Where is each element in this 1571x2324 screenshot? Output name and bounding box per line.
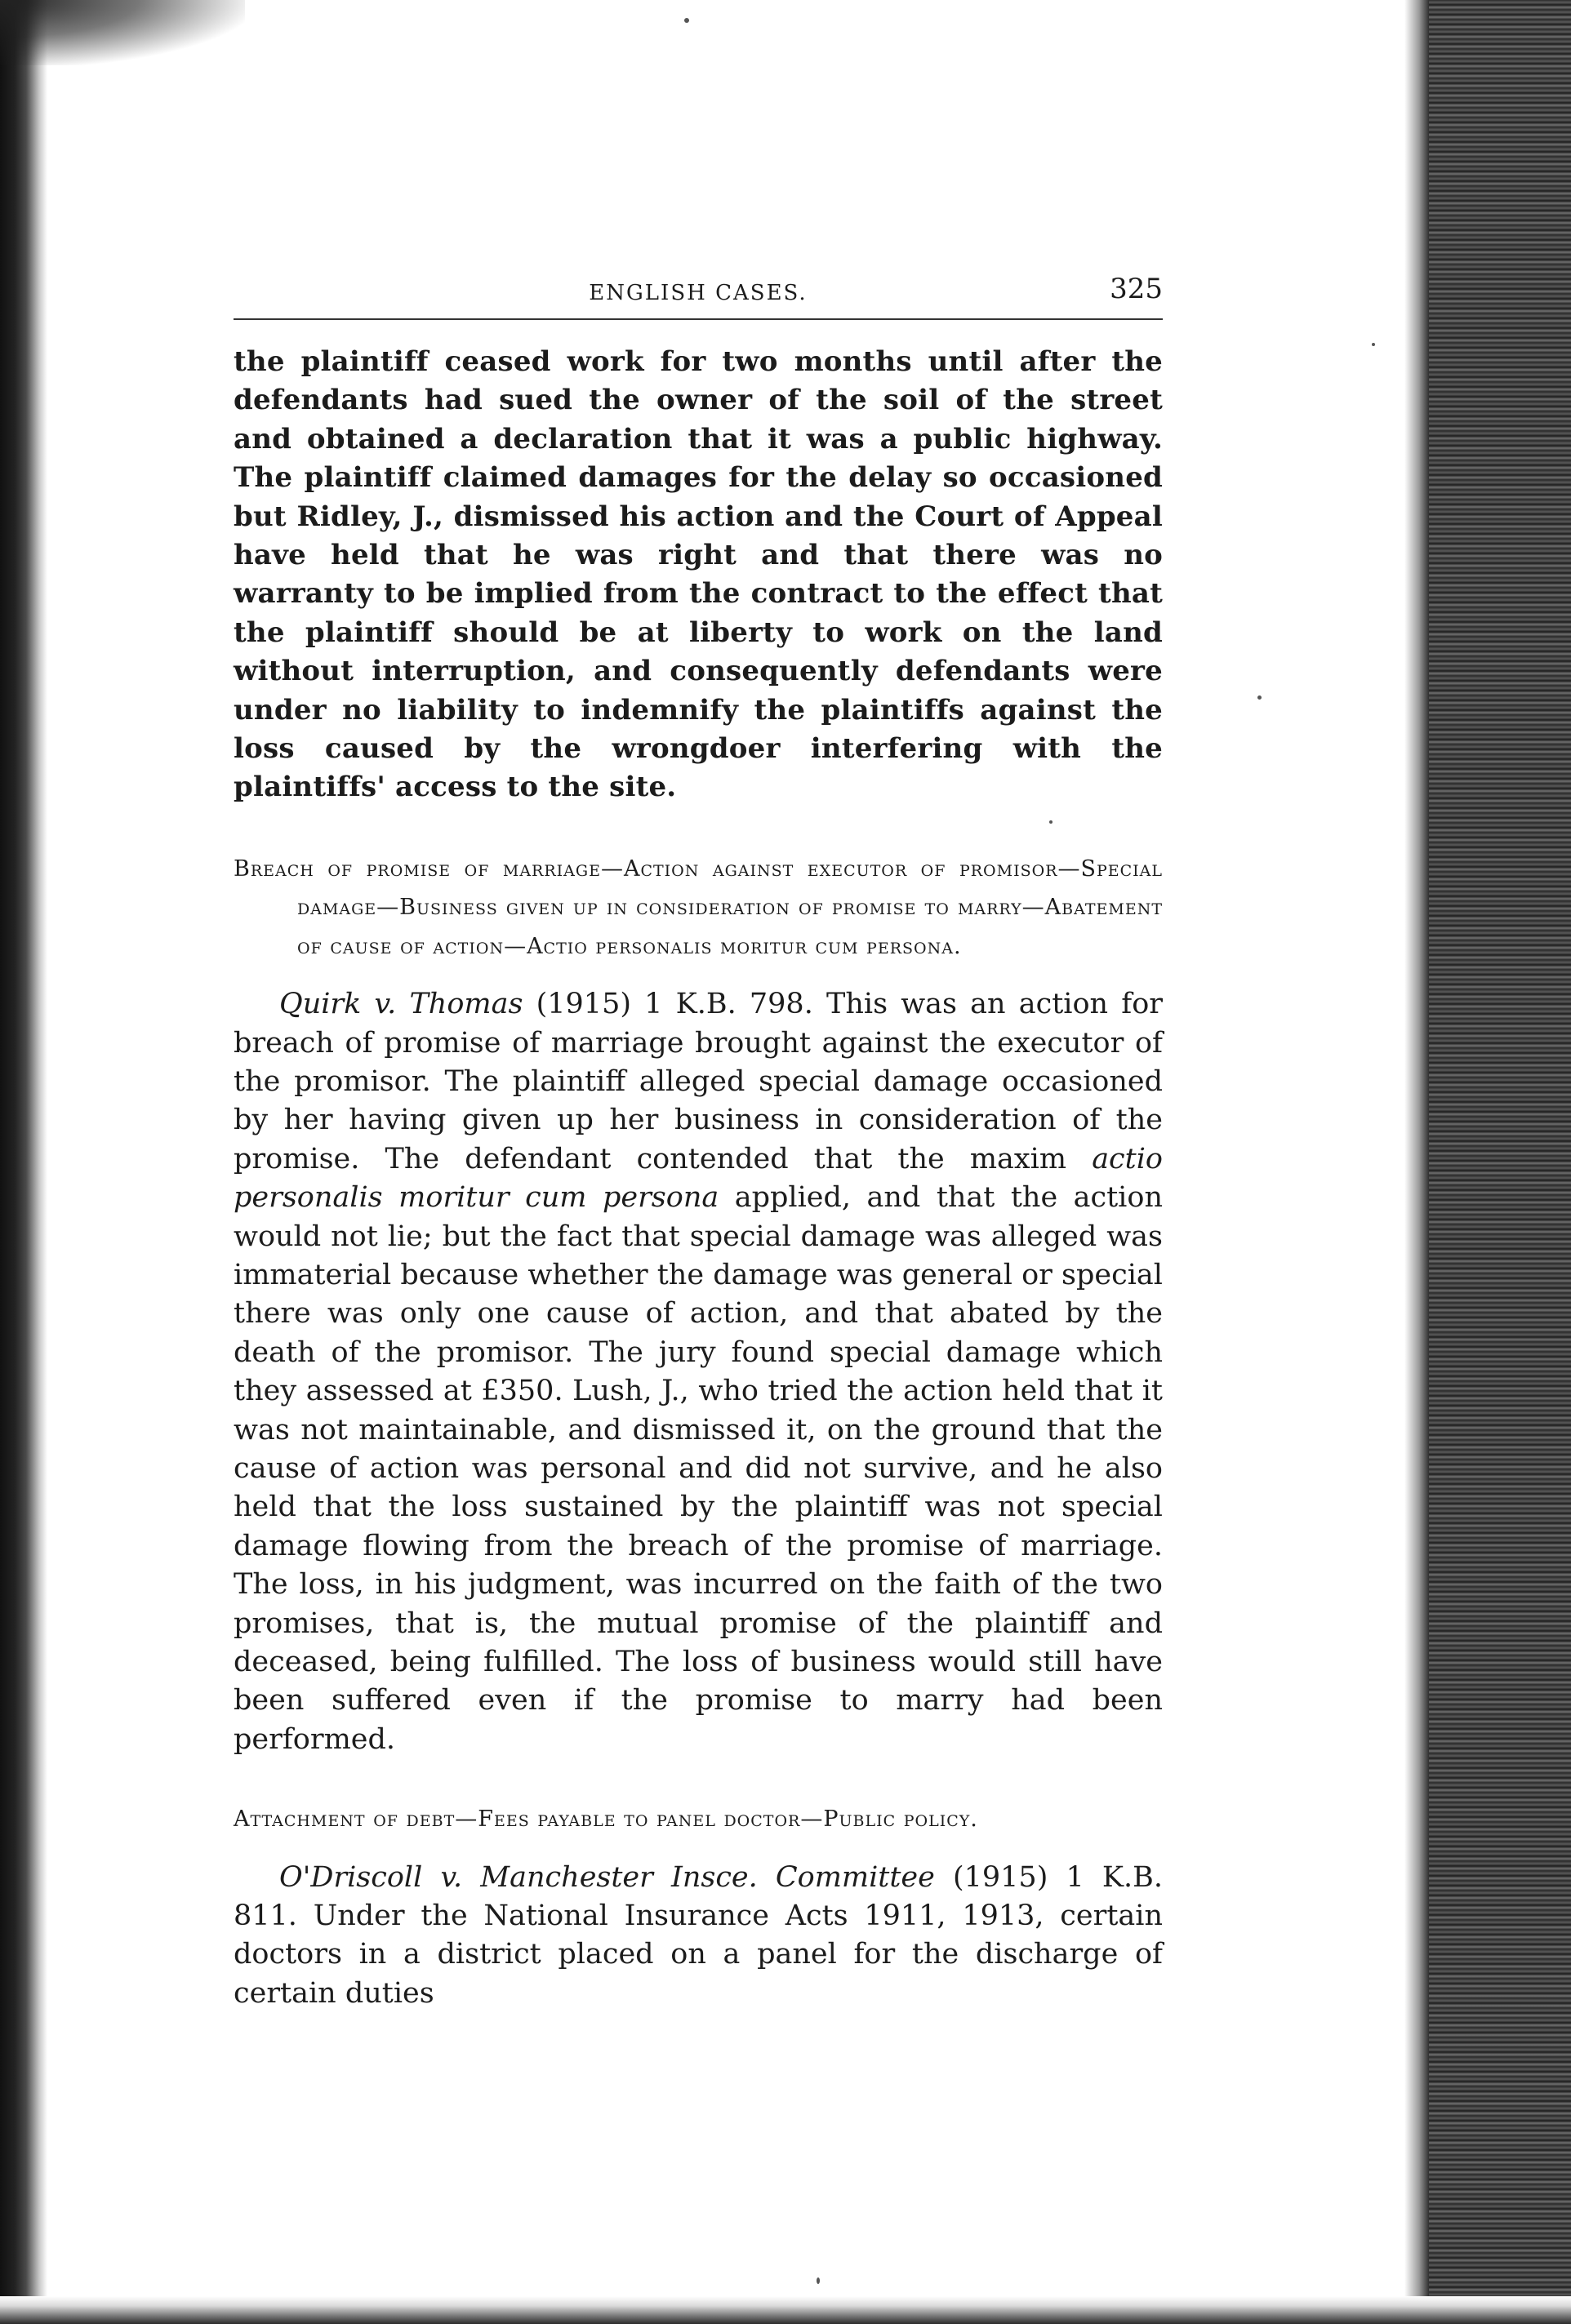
case-citation: (1915) 1 K.B. 811. <box>234 1860 1163 1933</box>
case-text: applied, and that the action would not lie; but the fact that special damage was alleged was immaterial because whether the damage was general or special there was only one cause of action, and that abated by the death of the promisor. The jury found special damage which they assessed at £350. Lush, J., who tried the action held that it was not maintainable, and dismissed it, on the ground that the cause of action was personal and did not survive, and he also held that the loss sustained by the plaintiff was not special damage flowing from the breach of the promise of marriage. The loss, in his judgment, was incurred on the faith of the two promises, that is, the mutual promise of the plaintiff and deceased, being fulfilled. The loss of business would still have been suffered even if the promise to marry had been performed. <box>234 1181 1163 1756</box>
scan-speck <box>684 18 689 23</box>
running-head <box>234 273 1163 320</box>
case-paragraph-odriscoll <box>234 1859 1163 2014</box>
case-paragraph-quirk <box>234 985 1163 1759</box>
latin-maxim: actio personalis moritur cum persona <box>234 1142 1163 1215</box>
case-name: O'Driscoll v. Manchester Insce. Committee <box>279 1860 935 1894</box>
headnote-attachment-of-debt: Attachment of debt—Fees payable to panel doctor—Public policy. <box>234 1806 978 1833</box>
scan-speck <box>1372 343 1375 346</box>
scan-left-edge <box>0 0 47 2324</box>
case-text: Under the National Insurance Acts 1911, 1913, certain doctors in a district placed on a panel for the discharge of certain duties <box>234 1900 1163 2010</box>
scan-speck <box>1049 820 1053 824</box>
scan-speck <box>817 2277 820 2284</box>
headnote-breach-of-promise: Breach of promise of marriage—Action against executor of promisor—Special damage—Business given up in consideration of promise to marry—Abatement of cause of action—Actio personalis moritur cum persona. <box>234 855 1163 959</box>
scan-speck <box>1257 695 1262 700</box>
running-title: ENGLISH CASES. <box>589 281 808 305</box>
continuation-paragraph: the plaintiff ceased work for two months until after the defendants had sued the owner of the soil of the street and obtained a declaration that it was a public highway. The plaintiff claimed damages for the delay so occasioned but Ridley, J., dismissed his action and the Court of Appeal have held that he was right and that there was no warranty to be implied from the contract to the effect that the plaintiff should be at liberty to work on the land without interruption, and consequently defendants were under no liability to indemnify the plaintiffs against the loss caused by the wrongdoer interfering with the plaintiffs' access to the site. <box>234 345 1163 804</box>
case-text: This was an action for breach of promise of marriage brought against the executor of the promisor. The plaintiff alleged special damage occasioned by her having given up her business in consideration of the promise. The defendant contended that the maxim <box>234 988 1163 1175</box>
case-citation: (1915) 1 K.B. 798. <box>523 988 826 1021</box>
scan-right-edge <box>1416 0 1571 2324</box>
case-name: Quirk v. Thomas <box>279 988 523 1021</box>
scan-bottom-edge <box>0 2296 1571 2324</box>
book-page <box>234 273 1163 2013</box>
page-number: 325 <box>1110 273 1163 305</box>
